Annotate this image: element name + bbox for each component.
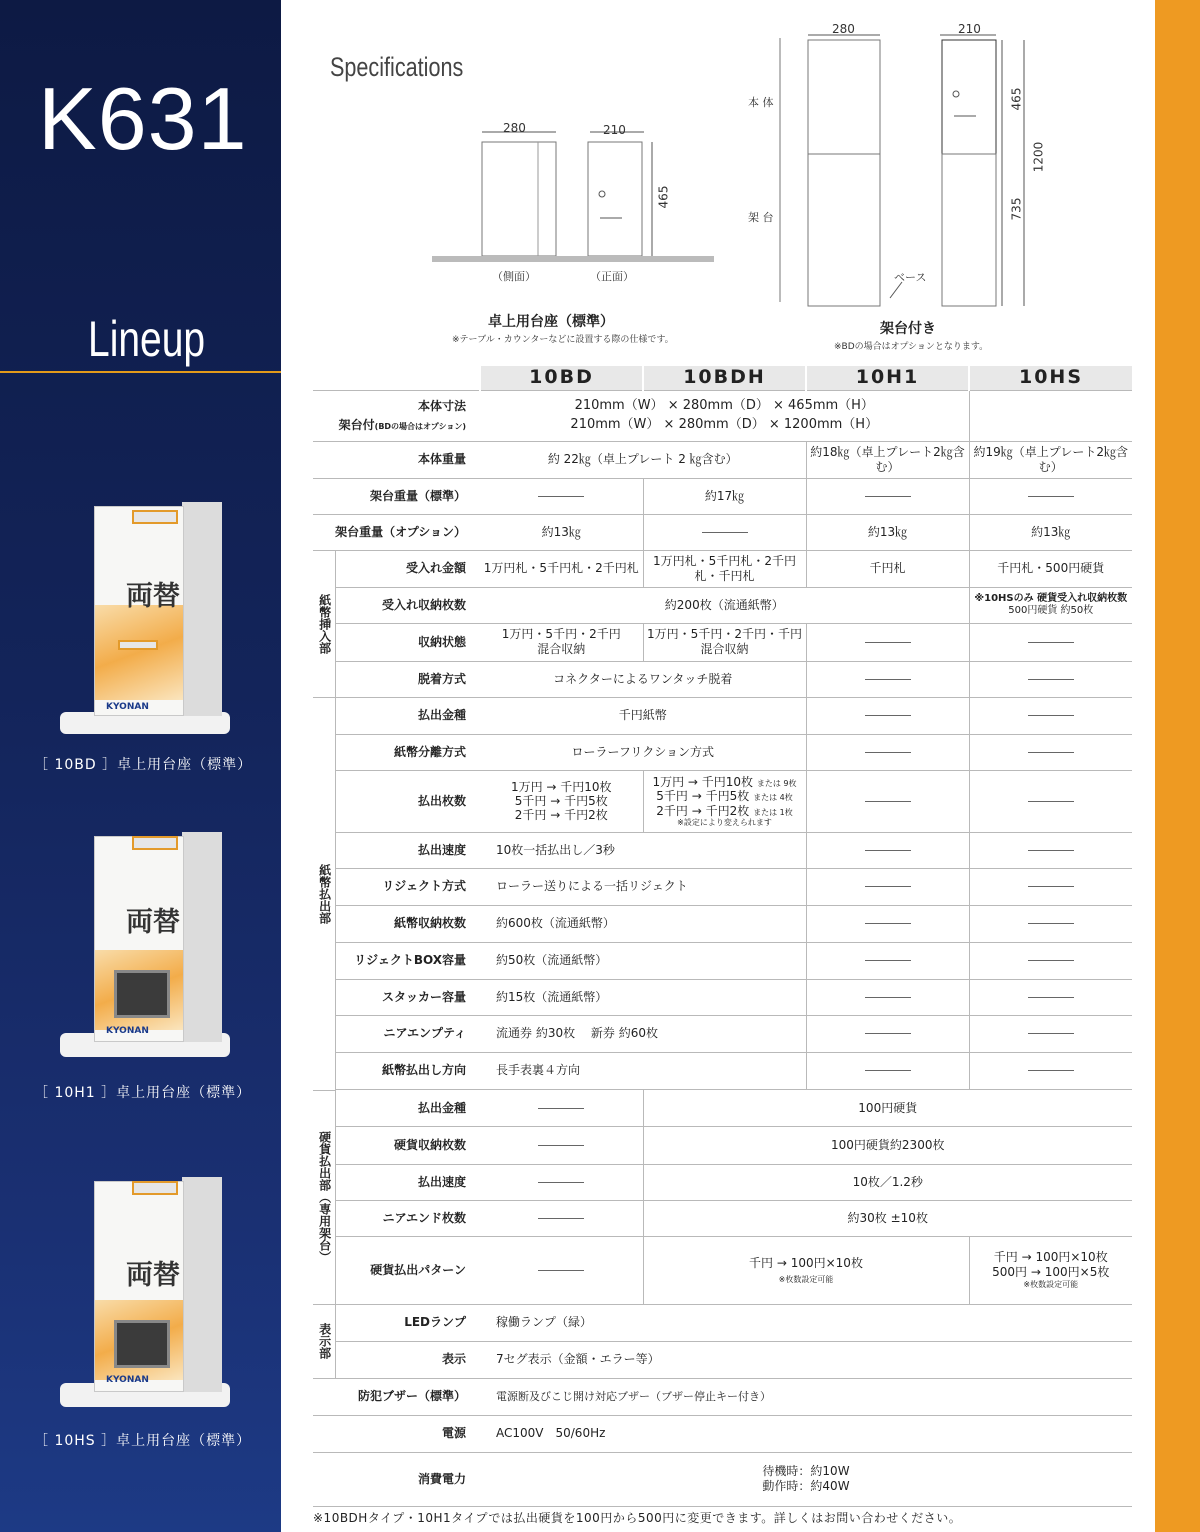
standard-title: 卓上用台座（標準） — [488, 314, 614, 330]
dims-value-2: 210mm（W） × 280mm（D） × 1200mm（H） — [570, 417, 879, 433]
count-bd-2: 2千円 → 千円2枚 — [514, 808, 608, 823]
machine-10bd-image — [60, 500, 230, 735]
count-bdh-0: 1万円 → 千円10枚 — [652, 774, 754, 789]
left-panel — [0, 0, 281, 1532]
standard-outline-drawing — [430, 120, 730, 270]
model-name: K631 — [38, 69, 248, 168]
model-header-10h1: 10H1 — [806, 366, 969, 390]
orange-side-strip — [1155, 0, 1200, 1532]
table-row — [313, 1304, 1132, 1341]
coin-kind-value: 100円硬貨 — [643, 1090, 1132, 1126]
table-row — [313, 734, 1132, 770]
reject-item: リジェクト方式 — [335, 868, 480, 905]
machine-title: 両替 — [126, 907, 180, 937]
table-row — [313, 1415, 1132, 1452]
speed-value: 10枚一括払出し／3秒 — [480, 832, 806, 868]
stand-opt-hs: 約13㎏ — [969, 514, 1132, 550]
stacker-value: 約15枚（流通紙幣） — [480, 979, 806, 1015]
model-header-10bdh: 10BDH — [643, 366, 806, 390]
table-row — [313, 905, 1132, 942]
group-bill-out: 紙幣払出部 — [313, 697, 335, 1090]
stand-std-item: 架台重量（標準） — [313, 478, 480, 514]
accept-hs: 千円札・500円硬貨 — [969, 550, 1132, 587]
count-bdh-note: ※設定により変えられます — [677, 818, 772, 828]
coin-pattern-hs-1: 千円 → 100円×10枚 — [993, 1250, 1108, 1265]
table-row — [313, 661, 1132, 697]
consumption-2: 動作時：約40W — [762, 1479, 850, 1494]
coin-nearend-value: 約30枚 ±10枚 — [643, 1200, 1132, 1236]
table-row — [313, 942, 1132, 979]
count-bdh-1: 5千円 → 千円5枚 — [656, 789, 750, 804]
table-row — [313, 1052, 1132, 1089]
store-bdh-2: 混合収納 — [700, 642, 749, 657]
direction-item: 紙幣払出し方向 — [335, 1052, 480, 1089]
front-view-label: （正面） — [590, 270, 634, 283]
base-label: ベース — [894, 271, 927, 284]
stand-outline-drawing — [770, 30, 1060, 310]
led-item: LEDランプ — [335, 1304, 480, 1341]
stand-label: 架 台 — [748, 211, 774, 224]
standard-note: ※テーブル・カウンターなどに設置する際の仕様です。 — [452, 335, 674, 345]
weight-item: 本体重量 — [313, 441, 480, 478]
power-item: 電源 — [313, 1415, 480, 1452]
table-row — [313, 979, 1132, 1015]
separate-item: 紙幣分離方式 — [335, 734, 480, 770]
nearempty-value: 流通券 約30枚 新券 約60枚 — [480, 1015, 806, 1052]
stand-std-bdh: 約17㎏ — [643, 478, 806, 514]
count-item: 払出枚数 — [335, 770, 480, 832]
dim-width-side: 280 — [503, 121, 526, 135]
stand-dim-stand-height: 735 — [1009, 197, 1024, 221]
coin-pattern-item: 硬貨払出パターン — [335, 1236, 480, 1304]
coin-pattern-hs-note: ※枚数設定可能 — [1023, 1280, 1079, 1290]
buzzer-item: 防犯ブザー（標準） — [313, 1378, 480, 1415]
stand-opt-h1: 約13㎏ — [806, 514, 969, 550]
footnote: ※10BDHタイプ・10H1タイプでは払出硬貨を100円から500円に変更できます。詳しくはお問い合わせください。 — [313, 1511, 962, 1525]
consumption-1: 待機時：約10W — [762, 1464, 850, 1479]
coin-pattern-bdh: 千円 → 100円×10枚 — [749, 1255, 863, 1270]
table-row — [313, 868, 1132, 905]
table-row — [313, 1015, 1132, 1052]
accept-cap-hs-1: ※10HSのみ 硬貨受入れ収納枚数 — [974, 592, 1128, 604]
count-bdh-2: 2千円 → 千円2枚 — [656, 803, 750, 818]
nearempty-item: ニアエンプティ — [335, 1015, 480, 1052]
bill-cap-item: 紙幣収納枚数 — [335, 905, 480, 942]
header-row — [313, 366, 1132, 390]
table-row — [313, 1236, 1132, 1304]
specifications-heading: Specifications — [330, 52, 464, 82]
stand-dim-total-height: 1200 — [1031, 141, 1046, 173]
coin-speed-value: 10枚／1.2秒 — [643, 1164, 1132, 1200]
dim-height: 465 — [656, 185, 671, 209]
stand-dim-width-side: 280 — [832, 22, 855, 36]
model-header-10bd: 10BD — [480, 366, 643, 390]
table-row — [313, 478, 1132, 514]
display-value: 7セグ表示（金額・エラー等） — [480, 1341, 1132, 1378]
group-coin-out: 硬貨払出部（専用架台） — [313, 1090, 335, 1304]
table-row — [313, 832, 1132, 868]
table-row — [313, 770, 1132, 832]
store-item: 収納状態 — [335, 623, 480, 661]
speed-item: 払出速度 — [335, 832, 480, 868]
table-row — [313, 1452, 1132, 1506]
dims-stand-item: 架台付 — [338, 417, 375, 432]
dim-width-front: 210 — [603, 123, 626, 137]
stand-note: ※BDの場合はオプションとなります。 — [834, 342, 989, 352]
machine-10h1-image — [60, 830, 230, 1065]
caption-10bd: ［ 10BD ］卓上用台座（標準） — [34, 757, 253, 773]
led-value: 稼働ランプ（緑） — [480, 1304, 1132, 1341]
count-bdh-alt-1: または 4枚 — [753, 793, 793, 803]
direction-value: 長手表裏４方向 — [480, 1052, 806, 1089]
table-row — [313, 390, 1132, 441]
body-label: 本 体 — [748, 96, 774, 109]
caption-10hs: ［ 10HS ］卓上用台座（標準） — [34, 1433, 252, 1449]
count-bd-0: 1万円 → 千円10枚 — [510, 779, 612, 794]
table-row — [313, 1090, 1132, 1126]
detach-item: 脱着方式 — [335, 661, 480, 697]
consumption-item: 消費電力 — [313, 1452, 480, 1506]
table-row — [313, 697, 1132, 734]
stand-dim-width-front: 210 — [958, 22, 981, 36]
weight-bd: 約 22㎏（卓上プレート 2 ㎏含む） — [480, 441, 806, 478]
table-row — [313, 514, 1132, 550]
bill-cap-value: 約600枚（流通紙幣） — [480, 905, 806, 942]
accept-cap-value: 約200枚（流通紙幣） — [480, 587, 969, 623]
machine-title: 両替 — [126, 581, 180, 611]
display-item: 表示 — [335, 1341, 480, 1378]
table-row — [313, 1341, 1132, 1378]
payout-item: 払出金種 — [335, 697, 480, 734]
group-display: 表示部 — [313, 1304, 335, 1378]
dims-value-1: 210mm（W） × 280mm（D） × 465mm（H） — [574, 398, 874, 413]
model-header-10hs: 10HS — [969, 366, 1132, 390]
payout-value: 千円紙幣 — [480, 697, 806, 734]
count-bdh-alt-0: または 9枚 — [756, 778, 797, 788]
accept-cap-hs-2: 500円硬貨 約50枚 — [1008, 605, 1094, 617]
store-bd-1: 1万円・5千円・2千円 — [501, 627, 621, 642]
stand-title: 架台付き — [880, 321, 936, 337]
brand-logo: KYONAN — [106, 1026, 149, 1036]
group-bill-in: 紙幣挿入部 — [313, 550, 335, 697]
table-row — [313, 1200, 1132, 1236]
table-row — [313, 1126, 1132, 1164]
table-row — [313, 1378, 1132, 1415]
reject-value: ローラー送りによる一括リジェクト — [480, 868, 806, 905]
accept-item: 受入れ金額 — [335, 550, 480, 587]
brand-logo: KYONAN — [106, 1375, 149, 1385]
coin-speed-item: 払出速度 — [335, 1164, 480, 1200]
stacker-item: スタッカー容量 — [335, 979, 480, 1015]
accept-bdh: 1万円札・5千円札・2千円札・千円札 — [643, 550, 806, 587]
table-row — [313, 623, 1132, 661]
table-row — [313, 1164, 1132, 1200]
lineup-divider — [0, 371, 281, 373]
store-bdh-1: 1万円・5千円・2千円・千円 — [647, 627, 802, 642]
accept-bd: 1万円札・5千円札・2千円札 — [480, 550, 643, 587]
coin-cap-value: 100円硬貨約2300枚 — [643, 1126, 1132, 1164]
weight-h1: 約18㎏（卓上プレート2㎏含む） — [806, 441, 969, 478]
table-row — [313, 587, 1132, 623]
coin-nearend-item: ニアエンド枚数 — [335, 1200, 480, 1236]
coin-cap-item: 硬貨収納枚数 — [335, 1126, 480, 1164]
dims-item: 本体寸法 — [417, 398, 466, 413]
stand-dim-body-height: 465 — [1009, 87, 1024, 111]
table-row — [313, 441, 1132, 478]
table-row — [313, 550, 1132, 587]
accept-h1: 千円札 — [806, 550, 969, 587]
buzzer-value: 電源断及びこじ開け対応ブザー（ブザー停止キー付き） — [480, 1378, 1132, 1415]
coin-kind-item: 払出金種 — [335, 1090, 480, 1126]
side-view-label: （側面） — [492, 270, 536, 283]
machine-title: 両替 — [126, 1260, 180, 1290]
dims-stand-note: (BDの場合はオプション) — [374, 421, 466, 431]
rejbox-item: リジェクトBOX容量 — [335, 942, 480, 979]
coin-pattern-hs-2: 500円 → 100円×5枚 — [992, 1265, 1110, 1280]
spec-table — [313, 366, 1132, 1507]
count-bdh-alt-2: または 1枚 — [753, 807, 793, 817]
coin-pattern-bdh-note: ※枚数設定可能 — [778, 1274, 834, 1284]
lineup-heading: Lineup — [88, 311, 206, 367]
brand-logo: KYONAN — [106, 702, 149, 712]
accept-cap-item: 受入れ収納枚数 — [335, 587, 480, 623]
weight-hs: 約19㎏（卓上プレート2㎏含む） — [969, 441, 1132, 478]
separate-value: ローラーフリクション方式 — [480, 734, 806, 770]
detach-value: コネクターによるワンタッチ脱着 — [480, 661, 806, 697]
count-bd-1: 5千円 → 千円5枚 — [514, 794, 608, 809]
machine-10hs-image — [60, 1175, 230, 1415]
stand-opt-bd: 約13㎏ — [480, 514, 643, 550]
caption-10h1: ［ 10H1 ］卓上用台座（標準） — [34, 1085, 252, 1101]
stand-opt-item: 架台重量（オプション） — [313, 514, 480, 550]
store-bd-2: 混合収納 — [537, 642, 586, 657]
power-value: AC100V 50/60Hz — [480, 1415, 1132, 1452]
rejbox-value: 約50枚（流通紙幣） — [480, 942, 806, 979]
